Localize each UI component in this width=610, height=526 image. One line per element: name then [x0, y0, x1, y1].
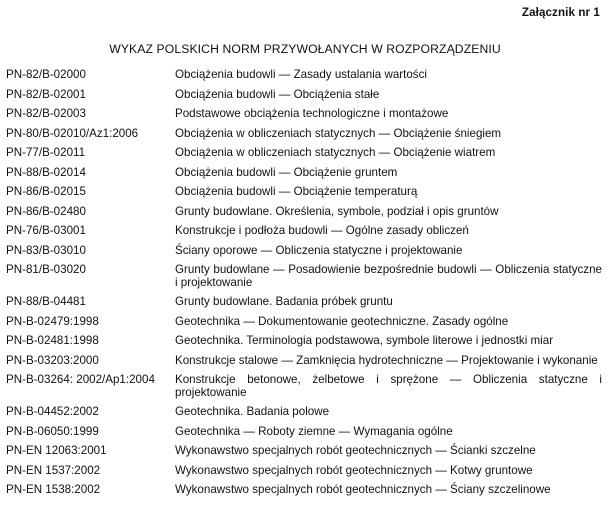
- norm-description: Wykonawstwo specjalnych robót geotechnicznych — Ścianki szczelne: [175, 444, 536, 457]
- norm-row: [6, 167, 606, 180]
- norm-description: Konstrukcje stalowe — Zamknięcia hydrotechniczne — Projektowanie i wykonanie: [175, 353, 598, 367]
- norm-code: PN-EN 12063:2001: [6, 444, 107, 457]
- norm-description: Konstrukcje i podłoża budowli — Ogólne zasady obliczeń: [175, 224, 469, 237]
- norm-code: PN-B-03203:2000: [6, 353, 99, 367]
- norm-row: [6, 316, 606, 329]
- norm-row: [6, 89, 606, 102]
- norm-code: PN-B-03264: 2002/Ap1:2004: [6, 373, 155, 386]
- norm-row: [6, 147, 606, 160]
- annex-label: Załącznik nr 1: [521, 6, 600, 19]
- norm-code: PN-88/B-02014: [6, 165, 86, 179]
- norm-row: [6, 108, 606, 121]
- norm-description: Obciążenia budowli — Obciążenie temperaturą: [175, 185, 418, 198]
- norm-code: PN-88/B-04481: [6, 295, 86, 308]
- norm-description: Geotechnika. Terminologia podstawowa, symbole literowe i jednostki miar: [175, 334, 554, 347]
- norm-description: Obciążenia w obliczeniach statycznych — Obciążenie śniegiem: [175, 126, 502, 140]
- norm-row: [6, 296, 606, 309]
- norm-row: [6, 206, 606, 219]
- norm-description: Wykonawstwo specjalnych robót geotechnicznych — Kotwy gruntowe: [175, 463, 533, 477]
- norm-code: PN-82/B-02000: [6, 68, 86, 81]
- norm-code: PN-83/B-03010: [6, 243, 86, 257]
- norm-row: [6, 335, 606, 348]
- norm-code: PN-B-06050:1999: [6, 424, 99, 438]
- norm-row: [6, 465, 606, 478]
- norm-description: Geotechnika — Dokumentowanie geotechniczne. Zasady ogólne: [175, 314, 509, 328]
- norm-code: PN-86/B-02015: [6, 185, 86, 198]
- norm-code: PN-B-04452:2002: [6, 405, 99, 418]
- norm-description: Podstawowe obciążenia technologiczne i montażowe: [175, 107, 449, 120]
- page-title: WYKAZ POLSKICH NORM PRZYWOŁANYCH W ROZPORZĄDZENIU: [109, 42, 501, 56]
- norm-row: [6, 445, 606, 458]
- norm-description: Grunty budowlane. Badania próbek gruntu: [175, 295, 393, 308]
- norm-description: Geotechnika — Roboty ziemne — Wymagania ogólne: [175, 424, 453, 438]
- norm-code: PN-B-02479:1998: [6, 314, 99, 328]
- norm-row: [6, 355, 606, 368]
- norm-row: [6, 484, 606, 497]
- norm-description: Grunty budowlane. Określenia, symbole, podział i opis gruntów: [175, 204, 499, 218]
- norm-description: Ściany oporowe — Obliczenia statyczne i projektowanie: [175, 243, 463, 257]
- norm-code: PN-82/B-02003: [6, 107, 86, 120]
- norm-row: [6, 69, 606, 82]
- norm-description: Konstrukcje betonowe, żelbetowe i sprężone — Obliczenia statyczne i projektowanie: [175, 373, 602, 399]
- norm-code: PN-B-02481:1998: [6, 334, 99, 347]
- norm-row: [6, 264, 606, 289]
- norm-code: PN-EN 1538:2002: [6, 483, 101, 496]
- norm-row: [6, 245, 606, 258]
- norm-code: PN-86/B-02480: [6, 204, 86, 218]
- norm-description: Obciążenia budowli — Obciążenia stałe: [175, 87, 380, 101]
- norm-description: Grunty budowlane — Posadowienie bezpośrednie budowli — Obliczenia statyczne i projektowanie: [175, 263, 602, 289]
- norm-description: Wykonawstwo specjalnych robót geotechnicznych — Ściany szczelinowe: [175, 483, 551, 496]
- norm-code: PN-77/B-02011: [6, 146, 86, 159]
- norm-row: [6, 374, 606, 399]
- norm-row: [6, 406, 606, 419]
- norm-code: PN-82/B-02001: [6, 87, 86, 101]
- norm-code: PN-81/B-03020: [6, 263, 86, 276]
- norm-description: Obciążenia budowli — Obciążenie gruntem: [175, 165, 398, 179]
- norm-code: PN-76/B-03001: [6, 224, 86, 237]
- norm-code: PN-EN 1537:2002: [6, 463, 101, 477]
- norm-description: Obciążenia w obliczeniach statycznych — Obciążenie wiatrem: [175, 146, 496, 159]
- norm-row: [6, 225, 606, 238]
- norm-row: [6, 426, 606, 439]
- norm-description: Obciążenia budowli — Zasady ustalania wartości: [175, 68, 427, 81]
- norm-code: PN-80/B-02010/Az1:2006: [6, 126, 139, 140]
- norm-description: Geotechnika. Badania polowe: [175, 405, 330, 418]
- norm-row: [6, 186, 606, 199]
- norms-list: [6, 69, 606, 504]
- norm-row: [6, 128, 606, 141]
